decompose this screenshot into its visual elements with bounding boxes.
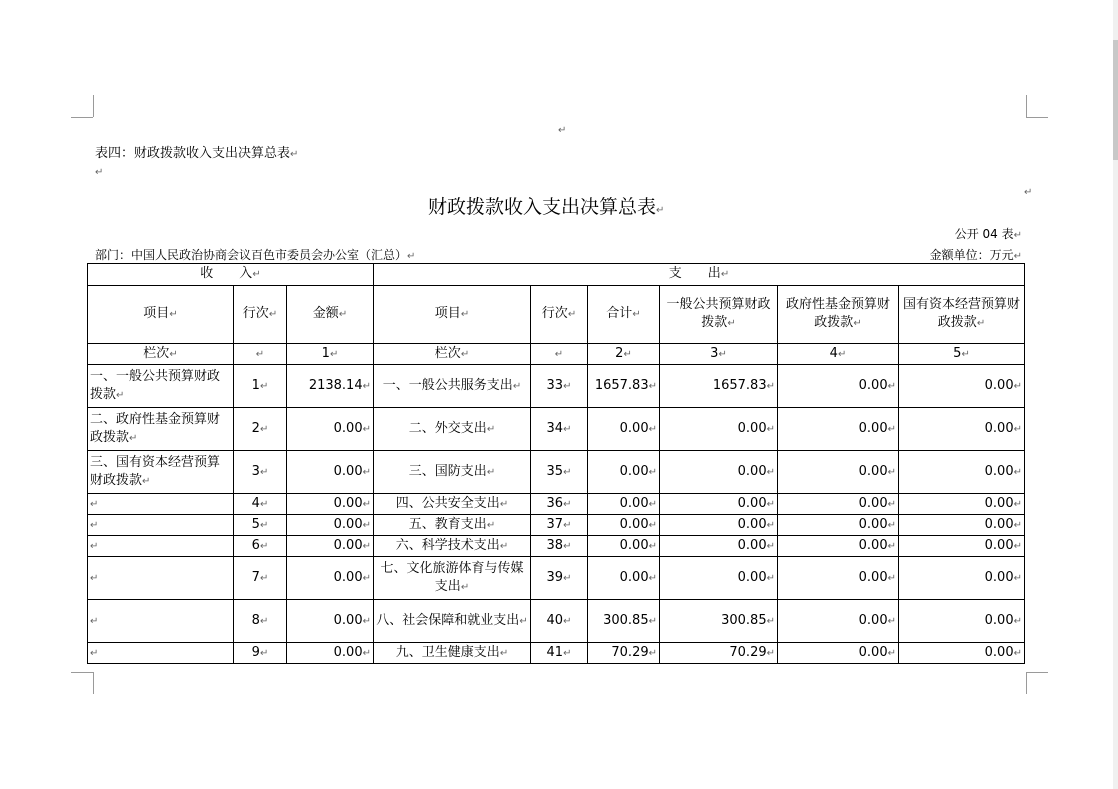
general-budget-cell: 70.29 ↵ (660, 643, 778, 664)
general-budget-cell: 0.00 ↵ (660, 536, 778, 557)
total-cell: 0.00 ↵ (588, 408, 660, 451)
col-income-line: 行次 ↵ (234, 286, 287, 344)
total-cell: 0.00 ↵ (588, 515, 660, 536)
state-capital-cell: 0.00 ↵ (899, 451, 1025, 494)
index-total: 2 ↵ (588, 344, 660, 365)
index-expense-item: 栏次 ↵ (374, 344, 531, 365)
income-amount-cell: 0.00 ↵ (287, 451, 374, 494)
state-capital-cell: 0.00 ↵ (899, 365, 1025, 408)
index-income-item: 栏次 ↵ (88, 344, 234, 365)
state-capital-cell: 0.00 ↵ (899, 494, 1025, 515)
table-row (88, 451, 1025, 494)
expense-line-cell: 41 ↵ (531, 643, 588, 664)
expense-item-cell: 三、国防支出 ↵ (374, 451, 531, 494)
expense-line-cell: 39 ↵ (531, 557, 588, 600)
income-amount-cell: 0.00 ↵ (287, 557, 374, 600)
income-item-cell: 一、一般公共预算财政拨款 ↵ (88, 365, 234, 408)
state-capital-cell: 0.00 ↵ (899, 600, 1025, 643)
expense-item-cell: 二、外交支出 ↵ (374, 408, 531, 451)
gov-fund-cell: 0.00 ↵ (778, 408, 899, 451)
paragraph-mark (558, 126, 566, 136)
income-line-cell: 2 ↵ (234, 408, 287, 451)
general-budget-cell: 0.00 ↵ (660, 515, 778, 536)
total-cell: 1657.83 ↵ (588, 365, 660, 408)
income-item-cell: 二、政府性基金预算财政拨款 ↵ (88, 408, 234, 451)
income-amount-cell: 2138.14 ↵ (287, 365, 374, 408)
expense-item-cell: 八、社会保障和就业支出 ↵ (374, 600, 531, 643)
income-item-cell (88, 494, 234, 515)
expense-item-cell: 一、一般公共服务支出 ↵ (374, 365, 531, 408)
general-budget-cell: 1657.83 ↵ (660, 365, 778, 408)
income-item-cell (88, 600, 234, 643)
index-gov-fund: 4 ↵ (778, 344, 899, 365)
income-line-cell: 1 ↵ (234, 365, 287, 408)
page-title: 财政拨款收入支出决算总表 ↵ (428, 192, 664, 219)
form-code: 公开 04 表 ↵ (955, 225, 1022, 242)
income-amount-cell: 0.00 ↵ (287, 643, 374, 664)
col-expense-line: 行次 ↵ (531, 286, 588, 344)
expense-line-cell: 36 ↵ (531, 494, 588, 515)
table-row (88, 557, 1025, 600)
income-line-cell: 8 ↵ (234, 600, 287, 643)
state-capital-cell: 0.00 ↵ (899, 643, 1025, 664)
total-cell: 300.85 ↵ (588, 600, 660, 643)
table-row (88, 494, 1025, 515)
budget-summary-table (87, 263, 1025, 664)
income-amount-cell: 0.00 ↵ (287, 600, 374, 643)
table-row (88, 536, 1025, 557)
expense-line-cell: 37 ↵ (531, 515, 588, 536)
income-item-cell (88, 536, 234, 557)
income-line-cell: 6 ↵ (234, 536, 287, 557)
gov-fund-cell: 0.00 ↵ (778, 557, 899, 600)
unit-label: 金额单位：万元 ↵ (930, 246, 1022, 263)
total-cell: 0.00 ↵ (588, 557, 660, 600)
department-label: 部门：中国人民政治协商会议百色市委员会办公室（汇总） ↵ (95, 246, 415, 263)
income-amount-cell: 0.00 ↵ (287, 494, 374, 515)
scrollbar-thumb[interactable] (1113, 40, 1118, 160)
table-row (88, 600, 1025, 643)
gov-fund-cell: 0.00 ↵ (778, 494, 899, 515)
table-caption: 表四：财政拨款收入支出决算总表 ↵ (95, 142, 298, 161)
state-capital-cell: 0.00 ↵ (899, 408, 1025, 451)
income-line-cell: 5 ↵ (234, 515, 287, 536)
gov-fund-cell: 0.00 ↵ (778, 643, 899, 664)
total-cell: 70.29 ↵ (588, 643, 660, 664)
income-amount-cell: 0.00 ↵ (287, 408, 374, 451)
general-budget-cell: 300.85 ↵ (660, 600, 778, 643)
gov-fund-cell: 0.00 ↵ (778, 515, 899, 536)
general-budget-cell: 0.00 ↵ (660, 557, 778, 600)
income-line-cell: 3 ↵ (234, 451, 287, 494)
column-header-row (88, 286, 1025, 344)
expense-line-cell: 35 ↵ (531, 451, 588, 494)
section-header-row (88, 264, 1025, 286)
col-general-budget: 一般公共预算财政拨款 ↵ (660, 286, 778, 344)
col-gov-fund: 政府性基金预算财政拨款 ↵ (778, 286, 899, 344)
income-item-cell (88, 557, 234, 600)
income-line-cell: 4 ↵ (234, 494, 287, 515)
expense-line-cell: 33 ↵ (531, 365, 588, 408)
table-row (88, 515, 1025, 536)
index-income-amount: 1 ↵ (287, 344, 374, 365)
expense-item-cell: 九、卫生健康支出 ↵ (374, 643, 531, 664)
index-general-budget: 3 ↵ (660, 344, 778, 365)
total-cell: 0.00 ↵ (588, 536, 660, 557)
table-row (88, 365, 1025, 408)
gov-fund-cell: 0.00 ↵ (778, 451, 899, 494)
paragraph-mark (1024, 188, 1032, 198)
col-income-item: 项目 ↵ (88, 286, 234, 344)
total-cell: 0.00 ↵ (588, 494, 660, 515)
col-total: 合计 ↵ (588, 286, 660, 344)
income-amount-cell: 0.00 ↵ (287, 515, 374, 536)
gov-fund-cell: 0.00 ↵ (778, 365, 899, 408)
col-income-amount: 金额 ↵ (287, 286, 374, 344)
state-capital-cell: 0.00 ↵ (899, 536, 1025, 557)
gov-fund-cell: 0.00 ↵ (778, 536, 899, 557)
col-expense-item: 项目 ↵ (374, 286, 531, 344)
total-cell: 0.00 ↵ (588, 451, 660, 494)
income-line-cell: 9 ↵ (234, 643, 287, 664)
col-state-capital: 国有资本经营预算财政拨款 ↵ (899, 286, 1025, 344)
index-income-line (234, 344, 287, 365)
income-item-cell: 三、国有资本经营预算财政拨款 ↵ (88, 451, 234, 494)
general-budget-cell: 0.00 ↵ (660, 494, 778, 515)
index-state-capital: 5 ↵ (899, 344, 1025, 365)
general-budget-cell: 0.00 ↵ (660, 408, 778, 451)
table-row (88, 643, 1025, 664)
state-capital-cell: 0.00 ↵ (899, 515, 1025, 536)
income-line-cell: 7 ↵ (234, 557, 287, 600)
income-item-cell (88, 643, 234, 664)
expense-header: 支 出 ↵ (374, 264, 1025, 286)
index-expense-line (531, 344, 588, 365)
income-amount-cell: 0.00 ↵ (287, 536, 374, 557)
expense-item-cell: 七、文化旅游体育与传媒支出 ↵ (374, 557, 531, 600)
expense-item-cell: 四、公共安全支出 ↵ (374, 494, 531, 515)
expense-item-cell: 六、科学技术支出 ↵ (374, 536, 531, 557)
state-capital-cell: 0.00 ↵ (899, 557, 1025, 600)
income-header: 收 入 ↵ (88, 264, 374, 286)
paragraph-mark (95, 168, 103, 178)
expense-line-cell: 40 ↵ (531, 600, 588, 643)
gov-fund-cell: 0.00 ↵ (778, 600, 899, 643)
expense-item-cell: 五、教育支出 ↵ (374, 515, 531, 536)
expense-line-cell: 38 ↵ (531, 536, 588, 557)
income-item-cell (88, 515, 234, 536)
table-row (88, 408, 1025, 451)
index-row (88, 344, 1025, 365)
general-budget-cell: 0.00 ↵ (660, 451, 778, 494)
expense-line-cell: 34 ↵ (531, 408, 588, 451)
